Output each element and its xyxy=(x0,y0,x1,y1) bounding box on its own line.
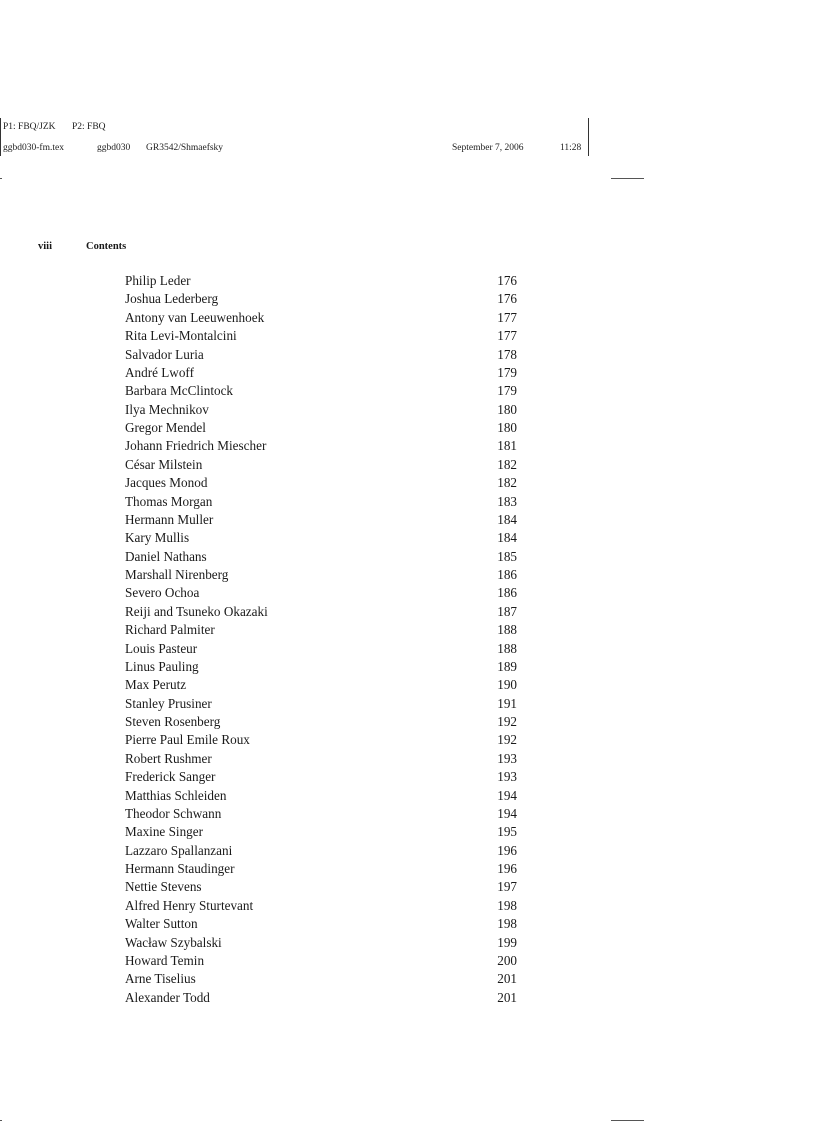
slug-time: 11:28 xyxy=(560,143,582,153)
toc-entry xyxy=(125,474,517,492)
toc-entry-page: 199 xyxy=(497,934,517,950)
toc-entry-name: Joshua Lederberg xyxy=(125,291,219,307)
toc-entry-page: 194 xyxy=(497,787,517,803)
toc-entry-page: 196 xyxy=(497,842,517,858)
toc-entry-page: 195 xyxy=(497,824,517,840)
toc-entry xyxy=(125,823,517,841)
toc-entry xyxy=(125,309,517,327)
toc-entry xyxy=(125,548,517,566)
toc-entry-name: Jacques Monod xyxy=(125,475,208,491)
toc-entry-page: 201 xyxy=(497,971,517,987)
toc-entry-name: Howard Temin xyxy=(125,952,205,968)
toc-entry-page: 182 xyxy=(497,475,517,491)
toc-entry xyxy=(125,970,517,988)
toc-entry-name: Kary Mullis xyxy=(125,530,190,546)
toc-entry xyxy=(125,750,517,768)
toc-entry-page: 187 xyxy=(497,603,517,619)
toc-entry-name: Robert Rushmer xyxy=(125,750,212,766)
toc-entry-page: 180 xyxy=(497,420,517,435)
toc-entry-name: Stanley Prusiner xyxy=(125,695,212,711)
crop-mark-bottom-left xyxy=(0,1120,2,1121)
crop-mark-top-right xyxy=(611,178,644,179)
toc-entry xyxy=(125,989,517,1007)
toc-entry-page: 179 xyxy=(497,364,517,380)
toc-entry-name: Wacław Szybalski xyxy=(125,934,222,950)
toc-entry-page: 186 xyxy=(497,585,517,601)
toc-entry xyxy=(125,842,517,860)
toc-entry-name: Ilya Mechnikov xyxy=(125,401,209,417)
toc-entry-name: Severo Ochoa xyxy=(125,585,200,601)
toc-entry-page: 198 xyxy=(497,897,517,913)
page-folio: viii xyxy=(38,241,53,252)
slug-p1: P1: FBQ/JZK xyxy=(3,122,56,132)
slug-date: September 7, 2006 xyxy=(452,143,524,153)
toc-entry-page: 177 xyxy=(497,309,517,325)
toc-entry xyxy=(125,676,517,694)
toc-entry-name: Louis Pasteur xyxy=(125,640,198,656)
slug-file: ggbd030-fm.tex xyxy=(3,143,64,153)
toc-entry-name: Maxine Singer xyxy=(125,824,204,840)
toc-entry xyxy=(125,493,517,511)
toc-entry-page: 190 xyxy=(497,677,517,693)
toc-entry-name: Philip Leder xyxy=(125,273,191,288)
toc-entry-page: 192 xyxy=(497,732,517,748)
toc-entry xyxy=(125,695,517,713)
toc-entry xyxy=(125,603,517,621)
toc-entry-name: César Milstein xyxy=(125,456,203,472)
toc-entry-page: 188 xyxy=(497,640,517,656)
slug-p2: P2: FBQ xyxy=(72,122,106,132)
toc-entry xyxy=(125,658,517,676)
toc-entry xyxy=(125,346,517,364)
toc-entry-name: Frederick Sanger xyxy=(125,769,216,785)
toc-entry xyxy=(125,511,517,529)
toc-entry xyxy=(125,860,517,878)
slug-code: ggbd030 xyxy=(97,143,131,153)
toc-entry-page: 201 xyxy=(497,989,517,1005)
toc-entry xyxy=(125,566,517,584)
toc-entry-name: Barbara McClintock xyxy=(125,383,234,399)
slug-series: GR3542/Shmaefsky xyxy=(146,143,224,153)
toc-entry xyxy=(125,713,517,731)
toc-entry-name: Linus Pauling xyxy=(125,658,199,674)
toc-entry-page: 200 xyxy=(497,952,517,968)
toc-entry xyxy=(125,419,517,437)
toc-entry-name: Walter Sutton xyxy=(125,916,198,932)
toc-entry xyxy=(125,878,517,896)
toc-entry-page: 181 xyxy=(497,438,517,454)
toc-entry-page: 194 xyxy=(497,805,517,821)
toc-entry-name: Hermann Staudinger xyxy=(125,861,235,876)
toc-entry-name: Max Perutz xyxy=(125,677,187,693)
toc-entry-name: Reiji and Tsuneko Okazaki xyxy=(125,603,268,619)
toc-entry xyxy=(125,290,517,308)
toc-entry-page: 184 xyxy=(497,511,517,527)
crop-mark-top-left xyxy=(0,178,2,179)
toc-entry-name: Johann Friedrich Miescher xyxy=(125,438,267,454)
toc-entry-page: 197 xyxy=(497,879,517,895)
toc-entry-name: Rita Levi-Montalcini xyxy=(125,328,237,344)
running-head-title: Contents xyxy=(86,241,127,252)
toc-entry-page: 184 xyxy=(497,530,517,546)
toc-entry-name: Hermann Muller xyxy=(125,511,214,527)
toc-entry xyxy=(125,327,517,345)
toc-entry xyxy=(125,456,517,474)
toc-entry xyxy=(125,401,517,419)
toc-entry xyxy=(125,768,517,786)
toc-entry-name: Salvador Luria xyxy=(125,346,204,362)
toc-entry xyxy=(125,584,517,602)
toc-entry xyxy=(125,529,517,547)
toc-entry-name: Lazzaro Spallanzani xyxy=(125,842,233,858)
crop-mark-bottom-right xyxy=(611,1120,644,1121)
toc-entry-name: Alfred Henry Sturtevant xyxy=(125,897,254,913)
toc-entry-name: Marshall Nirenberg xyxy=(125,567,229,582)
toc-entry-name: Theodor Schwann xyxy=(125,805,222,821)
toc-entry-name: Daniel Nathans xyxy=(125,548,207,564)
slug-right-rule xyxy=(588,118,589,156)
toc-entry-name: Nettie Stevens xyxy=(125,879,202,895)
toc-entry-page: 188 xyxy=(497,622,517,638)
toc-entry xyxy=(125,934,517,952)
toc-entry-name: Steven Rosenberg xyxy=(125,714,221,729)
toc-entry-page: 198 xyxy=(497,916,517,932)
toc-entry-name: Gregor Mendel xyxy=(125,420,206,435)
toc-entry-name: Richard Palmiter xyxy=(125,622,215,638)
toc-entry-name: Matthias Schleiden xyxy=(125,787,227,803)
toc-entry-page: 185 xyxy=(497,548,517,564)
toc-entry-page: 186 xyxy=(497,567,517,582)
toc-entry xyxy=(125,382,517,400)
toc-entry-page: 180 xyxy=(497,401,517,417)
toc-entry-name: Antony van Leeuwenhoek xyxy=(125,309,265,325)
toc-entry xyxy=(125,364,517,382)
toc-entry-name: André Lwoff xyxy=(125,364,194,380)
toc-entry xyxy=(125,915,517,933)
toc-entry-page: 189 xyxy=(497,658,517,674)
slug-left-rule xyxy=(0,118,1,156)
toc-entry-name: Arne Tiselius xyxy=(125,971,196,987)
toc-entry-page: 179 xyxy=(497,383,517,399)
toc-entry xyxy=(125,437,517,455)
toc-entry xyxy=(125,805,517,823)
toc-entry-name: Alexander Todd xyxy=(125,989,210,1005)
toc-entry-page: 182 xyxy=(497,456,517,472)
toc-entry-page: 176 xyxy=(497,291,517,307)
toc-entry xyxy=(125,787,517,805)
contents-list xyxy=(125,272,517,1007)
toc-entry xyxy=(125,897,517,915)
toc-entry-page: 192 xyxy=(497,714,517,729)
toc-entry-page: 191 xyxy=(497,695,517,711)
toc-entry xyxy=(125,272,517,290)
toc-entry-name: Pierre Paul Emile Roux xyxy=(125,732,250,748)
toc-entry-page: 196 xyxy=(497,861,517,876)
toc-entry-page: 177 xyxy=(497,328,517,344)
toc-entry-page: 176 xyxy=(497,273,517,288)
toc-entry xyxy=(125,621,517,639)
toc-entry xyxy=(125,640,517,658)
toc-entry-page: 193 xyxy=(497,769,517,785)
toc-entry xyxy=(125,731,517,749)
toc-entry-page: 183 xyxy=(497,493,517,509)
toc-entry xyxy=(125,952,517,970)
toc-entry-page: 178 xyxy=(497,346,517,362)
toc-entry-page: 193 xyxy=(497,750,517,766)
toc-entry-name: Thomas Morgan xyxy=(125,493,213,509)
